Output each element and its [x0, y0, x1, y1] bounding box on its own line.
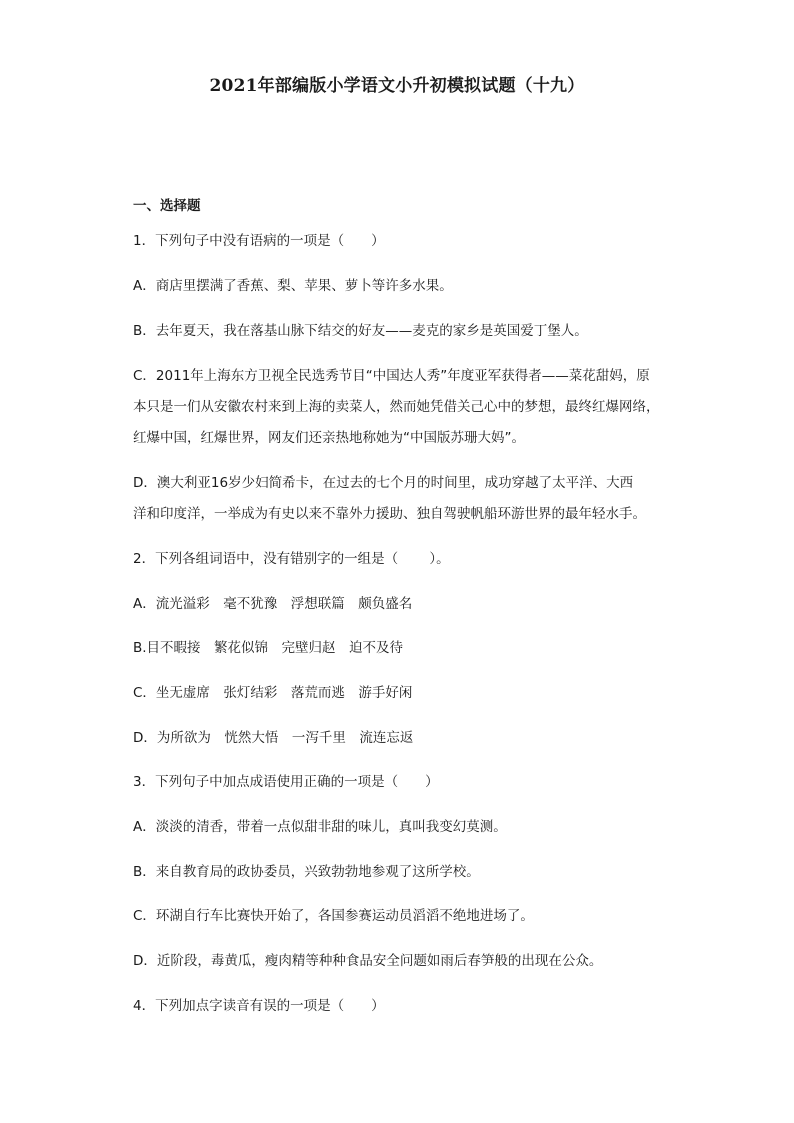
question-1-option-d-line-2: 洋和印度洋，一举成为有史以来不靠外力援助、独自驾驶帆船环游世界的最年轻水手。: [133, 506, 646, 522]
question-3-option-b: B．来自教育局的政协委员，兴致勃勃地参观了这所学校。: [133, 864, 480, 880]
question-1-option-a: A．商店里摆满了香蕉、梨、苹果、萝卜等许多水果。: [133, 278, 453, 294]
section-heading: 一、选择题: [133, 198, 201, 214]
question-3-stem: 3．下列句子中加点成语使用正确的一项是（ ）: [133, 774, 439, 790]
question-2-stem: 2．下列各组词语中，没有错别字的一组是（ ）。: [133, 551, 450, 567]
question-3-option-d: D．近阶段，毒黄瓜，瘦肉精等种种食品安全问题如雨后春笋般的出现在公众。: [133, 953, 603, 969]
question-1-option-c-line-3: 红爆中国，红爆世界，网友们还亲热地称她为“中国版苏珊大妈”。: [133, 430, 525, 446]
question-1-option-c-line-1: C．2011年上海东方卫视全民选秀节目“中国达人秀”年度亚军获得者——菜花甜妈，原: [133, 368, 650, 384]
question-2-option-c: C．坐无虚席 张灯结彩 落荒而逃 游手好闲: [133, 685, 413, 701]
question-3-option-c: C．环湖自行车比赛快开始了，各国参赛运动员滔滔不绝地进场了。: [133, 908, 534, 924]
question-1-stem: 1．下列句子中没有语病的一项是（ ）: [133, 233, 385, 249]
question-1-option-b: B．去年夏天，我在落基山脉下结交的好友——麦克的家乡是英国爱丁堡人。: [133, 323, 588, 339]
question-2-option-d: D．为所欲为 恍然大悟 一泻千里 流连忘返: [133, 730, 414, 746]
page-title: 2021年部编版小学语文小升初模拟试题（十九）: [209, 76, 585, 96]
question-1-option-c-line-2: 本只是一们从安徽农村来到上海的卖菜人，然而她凭借关己心中的梦想，最终红爆网络，: [133, 399, 660, 415]
question-2-option-a: A．流光溢彩 毫不犹豫 浮想联篇 颇负盛名: [133, 596, 413, 612]
question-4-stem: 4．下列加点字读音有误的一项是（ ）: [133, 998, 385, 1014]
question-2-option-b: B.目不暇接 繁花似锦 完壁归赵 迫不及待: [133, 640, 404, 656]
question-3-option-a: A．淡淡的清香，带着一点似甜非甜的味儿，真叫我变幻莫测。: [133, 819, 507, 835]
question-1-option-d-line-1: D．澳大利亚16岁少妇简希卡，在过去的七个月的时间里，成功穿越了太平洋、大西: [133, 475, 634, 491]
